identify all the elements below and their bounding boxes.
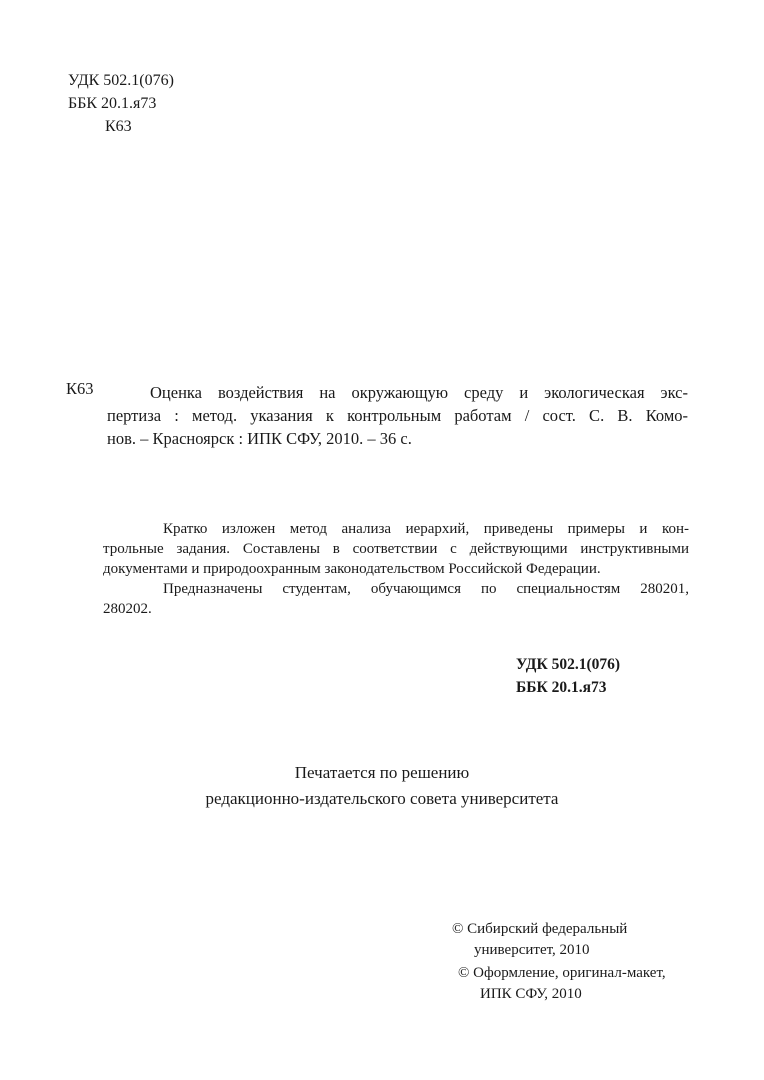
copyright-university: © Сибирский федеральный — [452, 921, 628, 937]
annotation-line: документами и природоохранным законодательством Российской Федерации. — [103, 561, 601, 577]
author-code-top: К63 — [105, 118, 132, 135]
bibliography-line: нов. – Красноярск : ИПК СФУ, 2010. – 36 с. — [107, 429, 412, 448]
annotation-line: Кратко изложен метод анализа иерархий, приведены примеры и кон- — [163, 521, 689, 537]
bibliography-author-code: К63 — [66, 379, 94, 398]
bbk-index-top: ББК 20.1.я73 — [68, 95, 157, 112]
copyright-university-year: университет, 2010 — [474, 942, 590, 958]
udc-index-top: УДК 502.1(076) — [68, 72, 174, 89]
copyright-layout: © Оформление, оригинал-макет, — [458, 965, 666, 981]
annotation-line: Предназначены студентам, обучающимся по специальностям 280201, — [163, 581, 689, 597]
bibliography-line: Оценка воздействия на окружающую среду и экологическая экс- — [150, 383, 688, 402]
bbk-index-bottom: ББК 20.1.я73 — [516, 679, 607, 696]
udc-index-bottom: УДК 502.1(076) — [516, 656, 621, 673]
bibliography-line: пертиза : метод. указания к контрольным работам / сост. С. В. Комо- — [107, 406, 688, 425]
copyright-layout-publisher: ИПК СФУ, 2010 — [480, 986, 582, 1002]
annotation — [103, 519, 689, 619]
annotation-line: 280202. — [103, 601, 152, 617]
annotation-line: трольные задания. Составлены в соответствии с действующими инструктивными — [103, 541, 689, 557]
bibliography-description — [107, 381, 688, 450]
print-approval-line2: редакционно-издательского совета университета — [205, 789, 559, 808]
print-approval-line1: Печатается по решению — [294, 763, 470, 782]
